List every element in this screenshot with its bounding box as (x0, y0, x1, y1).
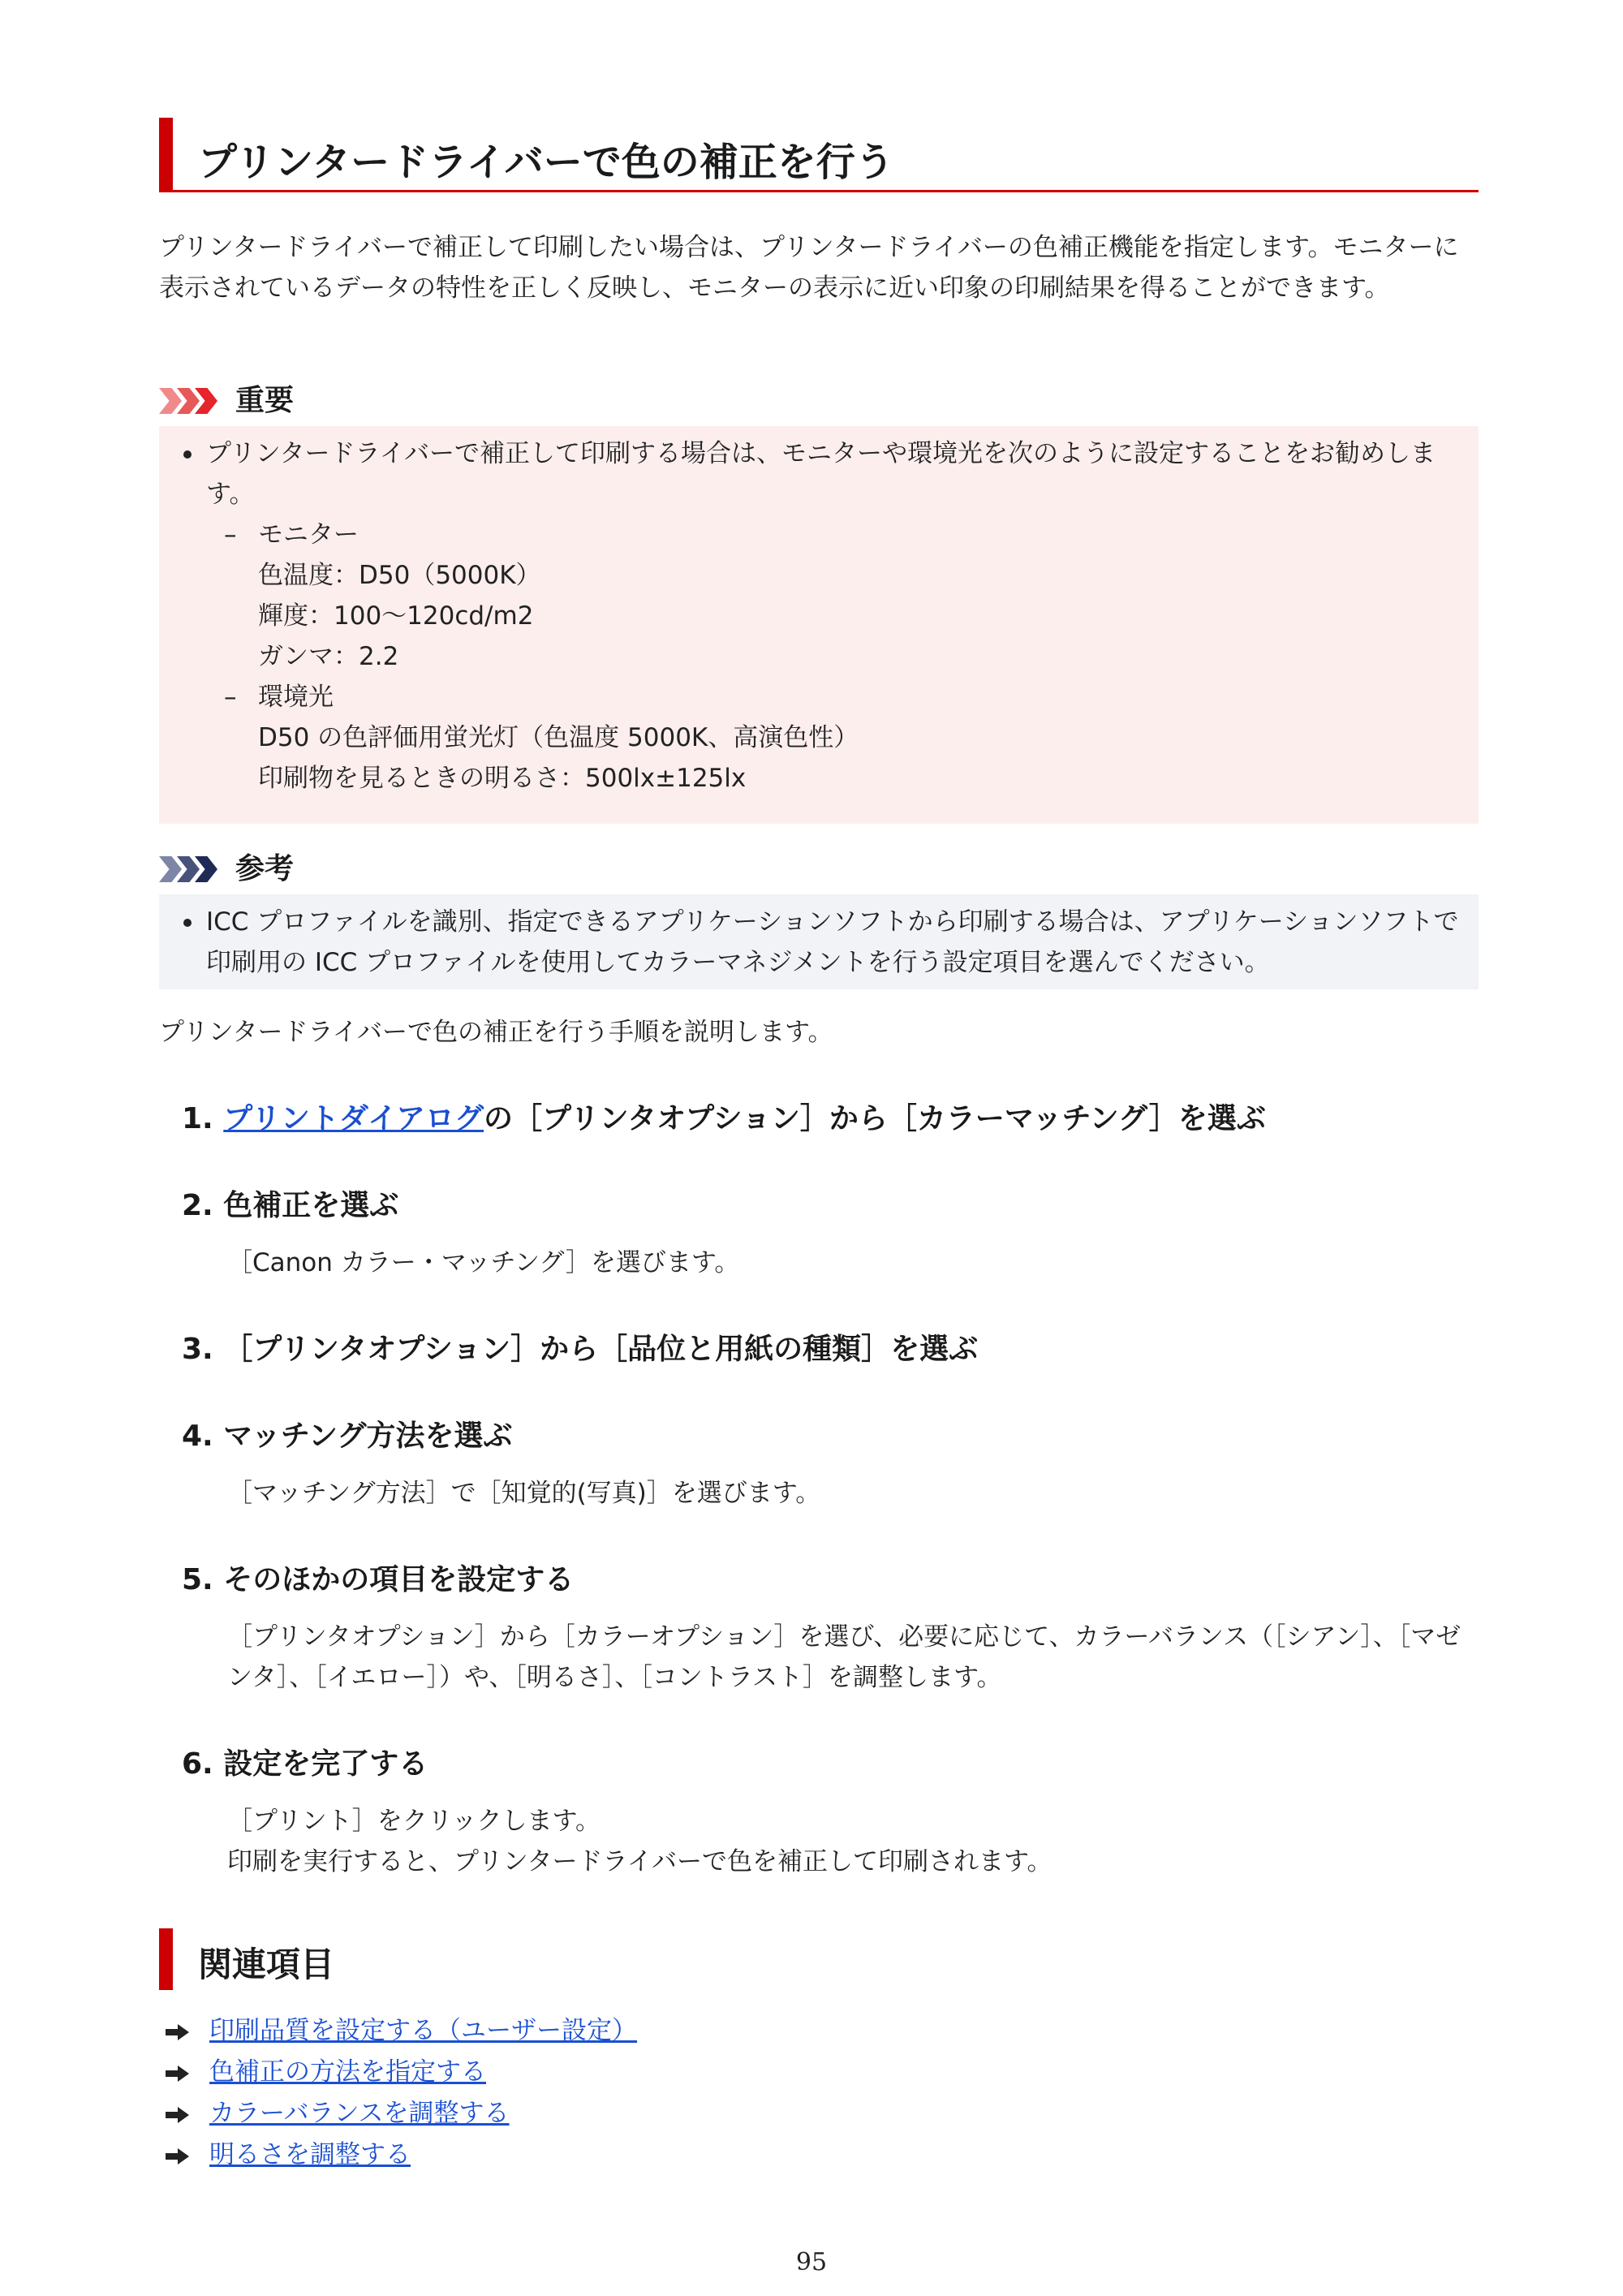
step-6-heading (182, 1744, 428, 1785)
related-link[interactable]: カラーバランスを調整する (209, 2099, 510, 2128)
ambient-line: D50 の色評価用蛍光灯（色温度 5000K、高演色性） (258, 723, 859, 752)
step-heading-text: そのほかの項目を設定する (223, 1563, 575, 1596)
step-1-heading (182, 1099, 1266, 1139)
step-number: 4. (182, 1419, 213, 1453)
important-box (159, 426, 1479, 824)
step-5-heading (182, 1560, 574, 1600)
step-number: 3. (182, 1333, 213, 1366)
monitor-line: 輝度：100～120cd/m2 (258, 601, 534, 631)
step-4-heading (182, 1416, 512, 1457)
procedure-intro: プリンタードライバーで色の補正を行う手順を説明します。 (159, 1018, 833, 1047)
note-bullet-text: ICC プロファイルを識別、指定できるアプリケーションソフトから印刷する場合は、アプリケーションソフトで印刷用の ICC プロファイルを使用してカラーマネジメントを行う設定項目を選んでください。 (206, 907, 1459, 977)
step-number: 6. (182, 1747, 213, 1781)
arrow-right-icon (166, 2147, 190, 2165)
step-number: 2. (182, 1189, 213, 1222)
important-label: 重要 (235, 384, 295, 417)
print-dialog-link[interactable]: プリントダイアログ (223, 1102, 484, 1135)
step-4-body: ［マッチング方法］で［知覚的(写真)］を選びます。 (227, 1479, 821, 1508)
step-3-heading (182, 1329, 978, 1370)
related-link[interactable]: 色補正の方法を指定する (209, 2057, 486, 2087)
step-heading-text: マッチング方法を選ぶ (223, 1419, 513, 1453)
related-item (166, 2134, 411, 2175)
step-2-body: ［Canon カラー・マッチング］を選びます。 (227, 1248, 740, 1277)
step-heading-text: の［プリンタオプション］から［カラーマッチング］を選ぶ (484, 1102, 1266, 1135)
step-6-body: 印刷を実行すると、プリンタードライバーで色を補正して印刷されます。 (227, 1847, 1053, 1876)
arrow-right-icon (166, 2023, 190, 2041)
dash-marker: – (224, 520, 237, 549)
step-heading-text: 色補正を選ぶ (223, 1189, 399, 1222)
monitor-label: モニター (258, 520, 359, 549)
bullet-icon (183, 919, 192, 927)
step-6-body: ［プリント］をクリックします。 (227, 1807, 601, 1836)
note-heading (159, 850, 646, 889)
title-accent-bar (159, 118, 173, 192)
step-number: 5. (182, 1563, 213, 1596)
arrow-right-icon (166, 2106, 190, 2124)
related-link[interactable]: 明るさを調整する (209, 2140, 411, 2169)
step-heading-text: 設定を完了する (223, 1747, 428, 1781)
page-title-bar (159, 118, 1479, 192)
monitor-line: 色温度：D50（5000K） (258, 561, 541, 590)
dash-marker: – (224, 683, 237, 712)
important-heading (159, 381, 646, 420)
title-underline (159, 190, 1479, 192)
note-label: 参考 (235, 852, 295, 885)
related-label: 関連項目 (198, 1945, 335, 1984)
chevron-icon (159, 856, 182, 882)
related-accent-bar (159, 1928, 173, 1990)
monitor-line: ガンマ：2.2 (258, 642, 399, 671)
note-box (159, 894, 1479, 989)
related-item (166, 2010, 637, 2051)
ambient-label: 環境光 (258, 683, 334, 712)
related-item (166, 2093, 510, 2134)
important-bullet-text: プリンタードライバーで補正して印刷する場合は、モニターや環境光を次のように設定することをお勧めします。 (206, 439, 1436, 509)
step-5-body: ［プリンタオプション］から［カラーオプション］を選び、必要に応じて、カラーバランス（［シアン］、［マゼンタ］、［イエロー］）や、［明るさ］、［コントラスト］を調整します。 (227, 1622, 1462, 1692)
intro-paragraph: プリンタードライバーで補正して印刷したい場合は、プリンタードライバーの色補正機能を指定します。モニターに表示されているデータの特性を正しく反映し、モニターの表示に近い印象の印刷結果を得ることができます。 (159, 233, 1459, 303)
page-title: プリンタードライバーで色の補正を行う (198, 140, 894, 185)
step-heading-text: ［プリンタオプション］から［品位と用紙の種類］を選ぶ (223, 1333, 979, 1366)
page-number: 95 (795, 2248, 828, 2277)
related-link[interactable]: 印刷品質を設定する（ユーザー設定） (209, 2016, 637, 2045)
arrow-right-icon (166, 2065, 190, 2083)
related-item (166, 2052, 486, 2092)
step-2-heading (182, 1186, 398, 1226)
bullet-icon (183, 450, 192, 459)
ambient-line: 印刷物を見るときの明るさ：500lx±125lx (258, 764, 747, 793)
step-number: 1. (182, 1102, 213, 1135)
chevron-icon (159, 388, 182, 414)
